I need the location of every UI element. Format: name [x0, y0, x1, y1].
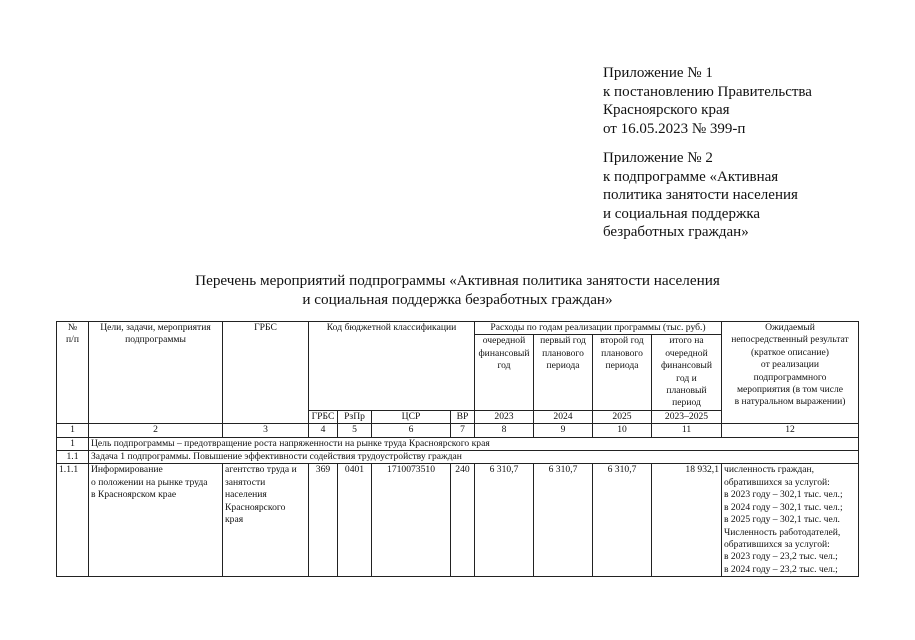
task-text: Задача 1 подпрограммы. Повышение эффективности содействия трудоустройству граждан [89, 451, 859, 464]
appendix-2-line: безработных граждан» [603, 224, 749, 241]
appendix-1-line: от 16.05.2023 № 399-п [603, 120, 746, 137]
appendix-1-line: Приложение № 1 [603, 65, 713, 81]
appendix-2-line: к подпрограмме «Активная [603, 168, 779, 185]
header-code-rzpr: РзПр [338, 410, 372, 423]
column-number: 3 [223, 424, 309, 437]
goal-row [57, 437, 859, 450]
header-year-2023: 2023 [475, 410, 534, 423]
header-code-vr: ВР [451, 410, 475, 423]
header-result: Ожидаемый непосредственный результат (краткое описание) от реализации подпрограммного мероприятия (в том числе в натуральном выражении) [722, 322, 859, 424]
column-numbers-row [57, 424, 859, 437]
column-number: 10 [593, 424, 652, 437]
goal-text: Цель подпрограммы – предотвращение роста напряженности на рынке труда Красноярского края [89, 437, 859, 450]
item-total: 18 932,1 [652, 464, 722, 577]
column-number: 8 [475, 424, 534, 437]
item-2025: 6 310,7 [593, 464, 652, 577]
appendix-2-line: и социальная поддержка [603, 205, 761, 222]
column-number: 9 [534, 424, 593, 437]
column-number: 2 [89, 424, 223, 437]
column-number: 7 [451, 424, 475, 437]
item-result: численность граждан, обратившихся за услугой: в 2023 году – 302,1 тыс. чел.; в 2024 году – 302,1 тыс. чел.; в 2025 году – 302,1 тыс. чел. Численность работодателей, обратившихся за услугой: в 2023 году – 23,2 тыс. чел.; в 2024 году – 23,2 тыс. чел.; [722, 464, 859, 577]
item-csr: 1710073510 [372, 464, 451, 577]
header-code-grbs: ГРБС [309, 410, 338, 423]
header-exp-second-plan: второй год планового периода [593, 335, 652, 410]
item-rzpr: 0401 [338, 464, 372, 577]
table-row [57, 464, 859, 577]
goal-num: 1 [57, 437, 89, 450]
appendix-1-line: Красноярского края [603, 102, 730, 119]
column-number: 11 [652, 424, 722, 437]
header-goals: Цели, задачи, мероприятия подпрограммы [89, 322, 223, 424]
header-grbs: ГРБС [223, 322, 309, 424]
document-title [0, 271, 915, 309]
header-expenses: Расходы по годам реализации программы (тыс. руб.) [475, 322, 722, 335]
header-exp-total: итого на очередной финансовый год и плановый период [652, 335, 722, 410]
header-num: № п/п [57, 322, 89, 424]
header-budget-code: Код бюджетной классификации [309, 322, 475, 411]
header-exp-current: очередной финансовый год [475, 335, 534, 410]
item-grbs-name: агентство труда и занятости населения Красноярского края [223, 464, 309, 577]
item-name: Информирование о положении на рынке труда в Красноярском крае [89, 464, 223, 577]
item-2024: 6 310,7 [534, 464, 593, 577]
appendix-1-block [603, 64, 812, 138]
task-num: 1.1 [57, 451, 89, 464]
column-number: 5 [338, 424, 372, 437]
item-2023: 6 310,7 [475, 464, 534, 577]
header-year-total: 2023–2025 [652, 410, 722, 423]
appendix-2-block [603, 149, 798, 242]
item-num: 1.1.1 [57, 464, 89, 577]
column-number: 6 [372, 424, 451, 437]
item-vr: 240 [451, 464, 475, 577]
appendix-2-line: Приложение № 2 [603, 150, 713, 166]
header-exp-first-plan: первый год планового периода [534, 335, 593, 410]
appendix-1-line: к постановлению Правительства [603, 83, 812, 100]
column-number: 4 [309, 424, 338, 437]
column-number: 1 [57, 424, 89, 437]
column-number: 12 [722, 424, 859, 437]
header-year-2025: 2025 [593, 410, 652, 423]
item-grbs-code: 369 [309, 464, 338, 577]
document-title-line-1: Перечень мероприятий подпрограммы «Активная политика занятости населения [195, 272, 720, 289]
task-row [57, 451, 859, 464]
header-year-2024: 2024 [534, 410, 593, 423]
appendix-2-line: политика занятости населения [603, 187, 798, 204]
measures-table [56, 321, 859, 577]
document-title-line-2: и социальная поддержка безработных граждан» [302, 291, 613, 308]
header-code-csr: ЦСР [372, 410, 451, 423]
